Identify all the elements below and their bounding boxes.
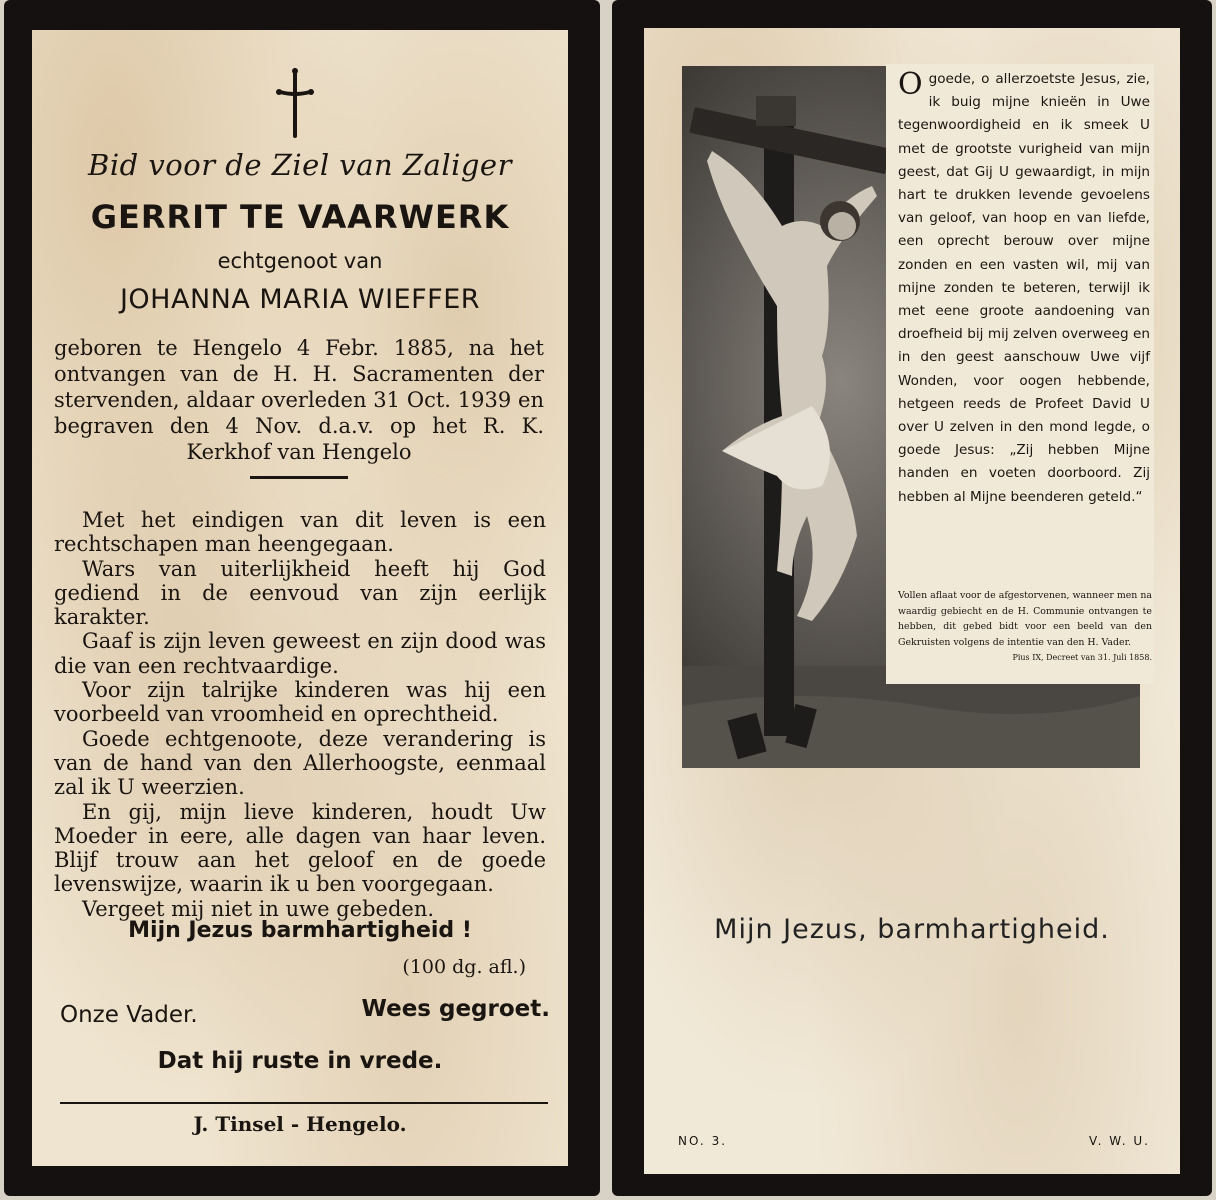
indulgence-note: (100 dg. afl.) bbox=[402, 956, 526, 978]
printer-credit: J. Tinsel - Hengelo. bbox=[193, 1112, 407, 1136]
memorial-card-back bbox=[612, 0, 1212, 1196]
spouse-name: JOHANNA MARIA WIEFFER bbox=[119, 284, 481, 315]
prayer-our-father: Onze Vader. bbox=[60, 1002, 198, 1028]
eulogy-paragraph: Wars van uiterlijkheid heeft hij God gediend in de eenvoud van zijn eerlijk karakter. bbox=[54, 556, 546, 630]
prayer-hail-mary: Wees gegroet. bbox=[361, 996, 550, 1022]
drop-cap: O bbox=[898, 67, 923, 102]
indulgence-text: Vollen aflaat voor de afgestorvenen, wanneer men na waardig gebiecht en de H. Communie ontvangen te hebben, dit gebed bidt voor een beeld van den Gekruisten volgens de intentie van den H. Vader. bbox=[898, 590, 1152, 648]
eulogy-paragraph: En gij, mijn lieve kinderen, houdt Uw Moeder in eere, alle dagen van haar leven. Blijf trouw aan het geloof en de goede levenswijze, waarin ik u ben voorgegaan. bbox=[54, 799, 546, 897]
deceased-name: GERRIT TE VAARWERK bbox=[90, 198, 510, 236]
motto: Mijn Jezus, barmhartigheid. bbox=[714, 914, 1110, 945]
biography: geboren te Hengelo 4 Febr. 1885, na het ontvangen van de H. H. Sacramenten der stervenden, aldaar overleden 31 Oct. 1939 en begraven den 4 Nov. d.a.v. op het R. K. Kerkhof van Hengelo bbox=[54, 336, 544, 464]
decree-reference: Pius IX, Decreet van 31. Juli 1858. bbox=[1012, 653, 1152, 663]
eulogy-paragraph: Goede echtgenoote, deze verandering is van de hand van den Allerhoogste, eenmaal zal ik U weerzien. bbox=[54, 726, 546, 800]
cross-icon bbox=[275, 68, 315, 138]
indulgence-note bbox=[898, 588, 1152, 666]
card-number: NO. 3. bbox=[678, 1134, 728, 1148]
spouse-intro: echtgenoot van bbox=[217, 249, 383, 273]
prayer-body: goede, o allerzoetste Jesus, zie, ik buig mijne knieën in Uwe tegenwoordigheid en ik smeek U met de grootste vurigheid van mijn geest, dat Gij U gewaardigt, in mijn hart te drukken levende gevoelens van geloof, van hoop en van liefde, een oprecht berouw over mijne zonden en een vasten wil, mij van mijne zonden te beteren, terwijl ik met eene groote aandoening van droefheid bij mij zelven overweeg en in den geest aanschouw Uwe vijf Wonden, voor oogen hebbende, hetgeen reeds de Profeet David U over U zelven in den mond legde, o goede Jesus: „Zij hebben Mijne handen en voeten doorboord. Zij hebben al Mijne beenderen geteld.“ bbox=[898, 71, 1150, 505]
prayer-panel bbox=[886, 64, 1154, 684]
ejaculation-prayer: Mijn Jezus barmhartigheid ! bbox=[128, 918, 472, 943]
footer-rule bbox=[60, 1102, 548, 1104]
eulogy-paragraph: Vergeet mij niet in uwe gebeden. bbox=[82, 896, 435, 921]
card-paper bbox=[32, 30, 568, 1166]
divider bbox=[250, 476, 348, 479]
prayer-text bbox=[898, 68, 1150, 509]
prayer-heading: Bid voor de Ziel van Zaliger bbox=[88, 148, 512, 182]
publisher-initials: V. W. U. bbox=[1088, 1134, 1150, 1148]
eulogy-paragraph: Met het eindigen van dit leven is een rechtschapen man heengegaan. bbox=[54, 508, 546, 557]
eulogy-paragraph: Voor zijn talrijke kinderen was hij een voorbeeld van vroomheid en oprechtheid. bbox=[54, 678, 546, 727]
memorial-card-front bbox=[4, 0, 600, 1196]
card-paper bbox=[644, 28, 1180, 1174]
eulogy-paragraph: Gaaf is zijn leven geweest en zijn dood was die van een rechtvaardige. bbox=[54, 629, 546, 678]
eulogy-text bbox=[54, 508, 546, 921]
closing-line: Dat hij ruste in vrede. bbox=[157, 1048, 443, 1074]
